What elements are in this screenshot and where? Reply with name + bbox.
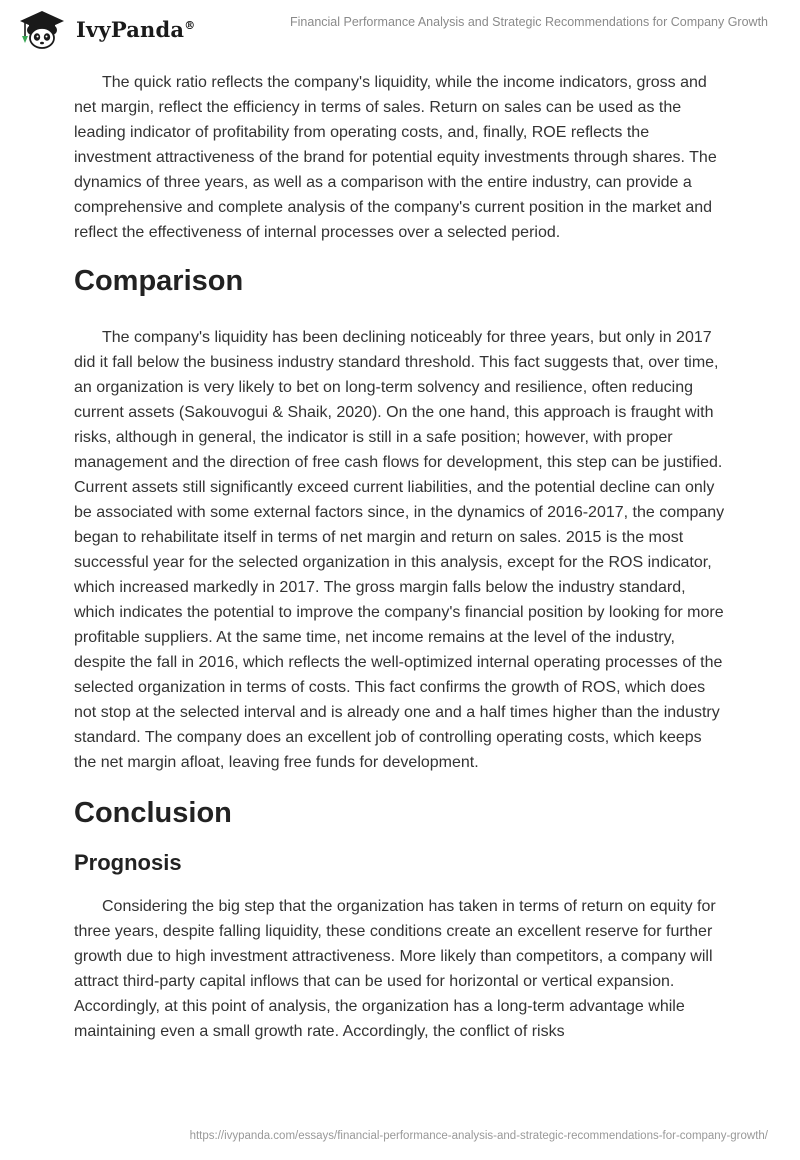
comparison-heading: Comparison [74, 265, 244, 297]
essay-content [74, 70, 726, 1044]
prognosis-paragraph: Considering the big step that the organization has taken in terms of return on equity for three years, despite falling liquidity, these conditions create an excellent reserve for further growth due to high investment attractiveness. More likely than competitors, a company will attract third-party capital inflows that can be used for horizontal or vertical expansion. Accordingly, at this point of analysis, the organization has a long-term advantage while maintaining even a small growth rate. Accordingly, the conflict of risks [74, 898, 716, 1040]
brand-logo[interactable] [14, 8, 195, 50]
panda-logo-icon [14, 8, 70, 50]
prognosis-heading: Prognosis [74, 850, 182, 875]
comparison-paragraph: The company's liquidity has been declining noticeably for three years, but only in 2017 did it fall below the business industry standard threshold. This fact suggests that, over time, an organization is very likely to bet on long-term solvency and resilience, often reducing current assets (Sakouvogui & Shaik, 2020). On the one hand, this approach is fraught with risks, although in general, the indicator is still in a safe position; however, with proper management and the direction of free cash flows for development, this step can be justified. Current assets still significantly exceed current liabilities, and the potential decline can only be associated with some external factors since, in the dynamics of 2016-2017, the company began to rehabilitate itself in terms of net margin and return on sales. 2015 is the most successful year for the selected organization in this analysis, except for the ROS indicator, which increased markedly in 2017. The gross margin falls below the industry standard, which indicates the potential to improve the company's financial position by looking for more profitable suppliers. At the same time, net income remains at the level of the industry, despite the fall in 2016, which reflects the well-optimized internal operating processes of the selected organization in terms of costs. This fact confirms the growth of ROS, which does not stop at the selected interval and is already one and a half times higher than the industry standard. The company does an excellent job of controlling operating costs, which keeps the net margin afloat, leaving free funds for development. [74, 329, 725, 771]
conclusion-heading: Conclusion [74, 797, 232, 829]
page-header [0, 0, 800, 60]
source-url[interactable]: https://ivypanda.com/essays/financial-performance-analysis-and-strategic-recommendations-for-company-growth/ [189, 1130, 768, 1142]
intro-paragraph: The quick ratio reflects the company's liquidity, while the income indicators, gross and net margin, reflect the efficiency in terms of sales. Return on sales can be used as the leading indicator of profitability from operating costs, and, finally, ROE reflects the investment attractiveness of the brand for potential equity investments through shares. The dynamics of three years, as well as a comparison with the entire industry, can provide a comprehensive and complete analysis of the company's current position in the market and reflect the effectiveness of internal processes over a selected period. [74, 74, 717, 241]
document-title: Financial Performance Analysis and Strategic Recommendations for Company Growth [290, 15, 768, 29]
brand-name: IvyPanda® [76, 16, 196, 42]
